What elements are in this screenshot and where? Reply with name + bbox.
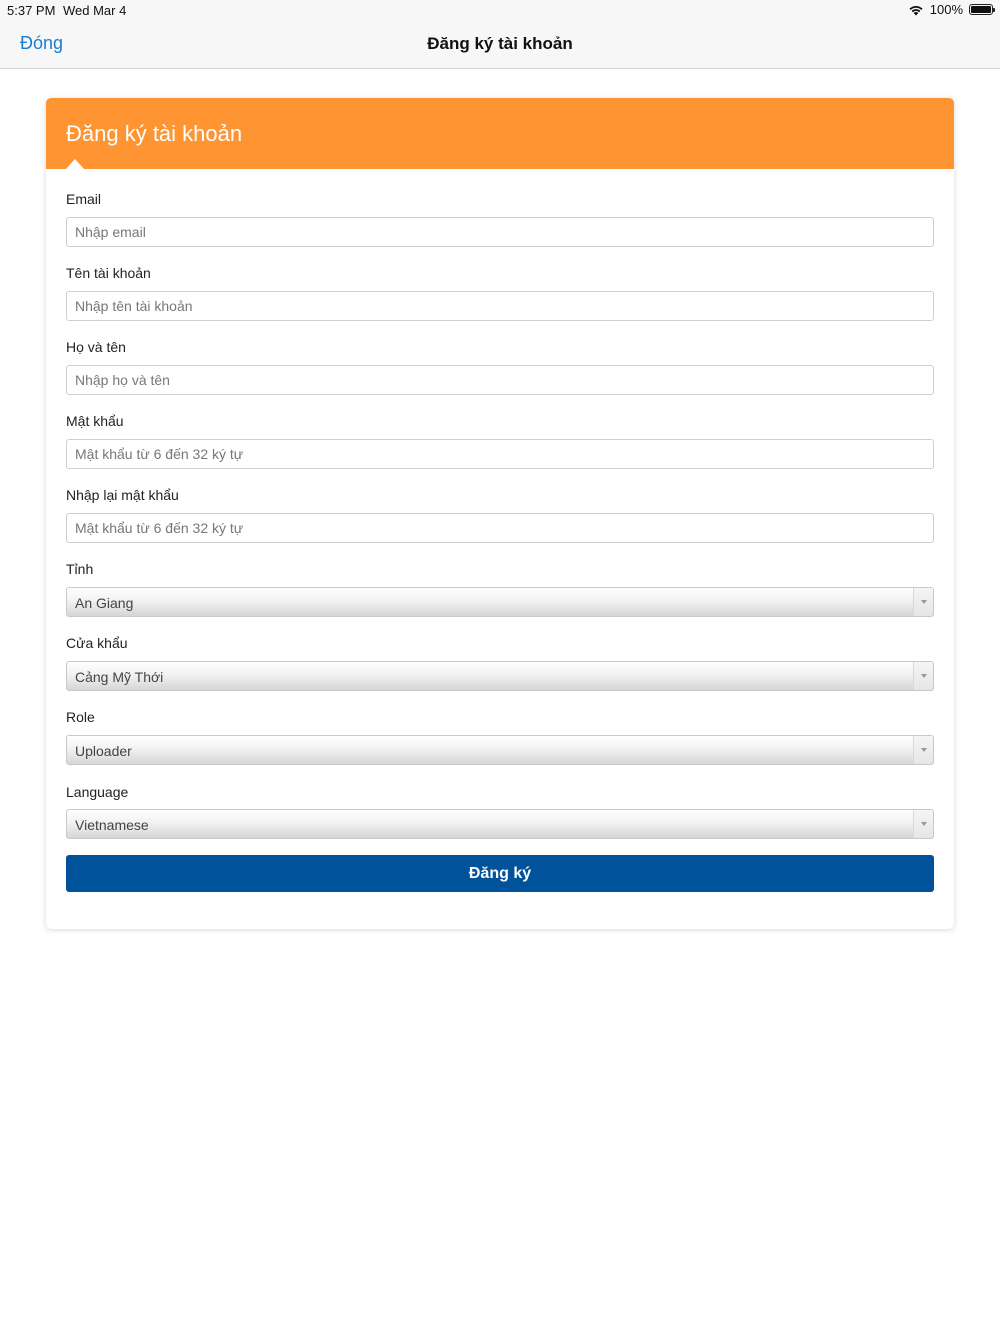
nav-title: Đăng ký tài khoản: [427, 34, 573, 53]
close-button[interactable]: Đóng: [20, 33, 64, 53]
role-selected-value: Uploader: [75, 743, 132, 759]
status-bar: [0, 0, 1000, 22]
province-label: Tỉnh: [66, 561, 94, 577]
province-select[interactable]: [66, 587, 934, 617]
border-gate-label: Cửa khẩu: [66, 635, 128, 651]
status-indicators: [908, 2, 993, 17]
province-dropdown-toggle[interactable]: [913, 588, 933, 616]
border-gate-selected-value: Cảng Mỹ Thới: [75, 669, 164, 685]
header-notch: [66, 159, 84, 169]
chevron-down-icon: [921, 748, 927, 752]
chevron-down-icon: [921, 600, 927, 604]
border-gate-dropdown-toggle[interactable]: [913, 662, 933, 690]
email-label: Email: [66, 191, 102, 207]
username-input[interactable]: [66, 291, 934, 321]
password-input[interactable]: [66, 439, 934, 469]
fullname-label: Họ và tên: [66, 339, 126, 355]
password-confirm-input[interactable]: [66, 513, 934, 543]
password-label: Mật khẩu: [66, 413, 124, 429]
role-dropdown-toggle[interactable]: [913, 736, 933, 764]
card-title: Đăng ký tài khoản: [66, 121, 243, 146]
card-header: [46, 98, 954, 169]
fullname-input[interactable]: [66, 365, 934, 395]
language-select[interactable]: [66, 809, 934, 839]
language-dropdown-toggle[interactable]: [913, 810, 933, 838]
password-confirm-label: Nhập lại mật khẩu: [66, 487, 179, 503]
navigation-bar: [0, 22, 1000, 69]
status-date: Wed Mar 4: [63, 3, 127, 18]
battery-icon: [969, 4, 993, 15]
email-input[interactable]: [66, 217, 934, 247]
role-label: Role: [66, 709, 95, 725]
language-label: Language: [66, 784, 129, 800]
role-select[interactable]: [66, 735, 934, 765]
registration-card: [46, 98, 954, 929]
chevron-down-icon: [921, 674, 927, 678]
border-gate-select[interactable]: [66, 661, 934, 691]
register-button[interactable]: Đăng ký: [66, 855, 934, 892]
chevron-down-icon: [921, 822, 927, 826]
language-selected-value: Vietnamese: [75, 817, 149, 833]
wifi-icon: [908, 4, 924, 16]
username-label: Tên tài khoản: [66, 265, 151, 281]
battery-percent: 100%: [929, 2, 963, 17]
status-time: 5:37 PM: [7, 3, 56, 18]
province-selected-value: An Giang: [75, 595, 134, 611]
